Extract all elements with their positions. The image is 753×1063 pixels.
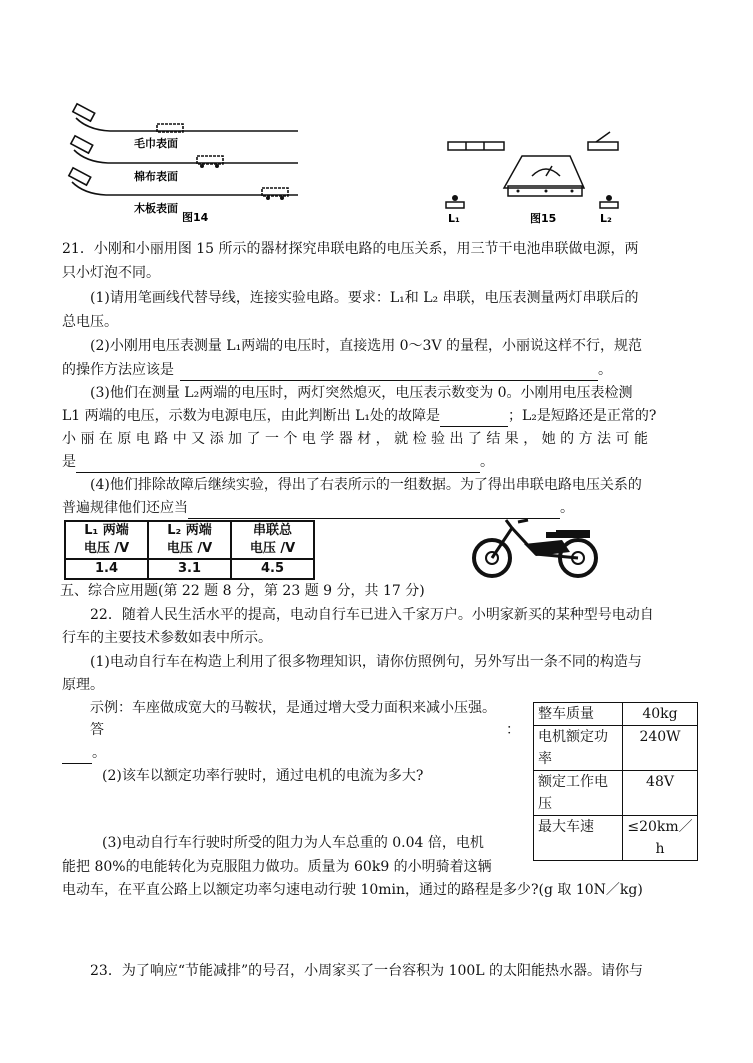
header-line: 电压 /V: [249, 541, 296, 556]
surface-label-cotton: 棉布表面: [134, 170, 178, 183]
section-5-heading: 五、综合应用题(第 22 题 8 分，第 23 题 9 分，共 17 分): [60, 583, 425, 599]
q23-text: 23．为了响应“节能减排”的号召，小周家买了一台容积为 100L 的太阳能热水器。请你与: [90, 963, 644, 979]
table-row: [534, 771, 698, 816]
ebike-spec-table: [533, 702, 698, 861]
figure-15: [438, 126, 638, 226]
q21-part3-suffix: ；L₂是短路还是正常的?: [508, 408, 657, 424]
q21-part4-line1: (4)他们排除故障后继续实验，得出了右表所示的一组数据。为了得出串联电路电压关系的: [90, 477, 642, 493]
q22-example: 示例：车座做成宽大的马鞍状，是通过增大受力面积来减小压强。: [90, 700, 496, 716]
table-cell: 1.4: [65, 559, 148, 579]
surface-label-wood: 木板表面: [134, 202, 178, 215]
spec-label: [534, 726, 623, 771]
lamp-l2-label: L₂: [600, 212, 612, 225]
spec-label-line: 电机额定功: [538, 729, 608, 745]
q21-part3-line4: [62, 451, 694, 473]
spec-value: ≤20km／h: [623, 816, 698, 861]
q22-answer-label: 答: [90, 722, 104, 738]
figure-14-caption: 图14: [182, 211, 209, 222]
q21-part3-prefix: L1 两端的电压，示数为电源电压，由此判断出 L₁处的故障是: [62, 408, 441, 424]
surface-label-towel: 毛巾表面: [134, 137, 178, 150]
q22-answer-line: [90, 719, 520, 741]
voltage-data-table: [64, 520, 315, 580]
q22-part1-line2: 原理。: [62, 677, 104, 693]
spec-value: 240W: [623, 726, 698, 771]
q22-answer-end: 。: [92, 745, 106, 761]
header-line: L₁ 两端: [84, 523, 129, 538]
q21-part2-prefix: 的操作方法应该是: [62, 362, 174, 378]
table-row: [65, 559, 314, 579]
q21-part3-line4-end: 。: [480, 454, 494, 470]
table-row: [65, 521, 314, 559]
table-cell: 4.5: [231, 559, 314, 579]
lamp-l1-label: L₁: [448, 212, 460, 225]
q22-intro-line1: 22．随着人民生活水平的提高，电动自行车已进入千家万户。小明家新买的某种型号电动自: [90, 607, 654, 623]
electric-bicycle-image: [466, 514, 608, 580]
q22-answer-colon: ：: [506, 722, 520, 738]
spec-value: 48V: [623, 771, 698, 816]
header-line: 电压 /V: [166, 541, 213, 556]
header-line: 电压 /V: [83, 541, 130, 556]
spec-label-line: 压: [538, 796, 552, 812]
q22-answer-blank[interactable]: [62, 747, 92, 764]
spec-value: 40kg: [623, 703, 698, 726]
q22-part2: (2)该车以额定功率行驶时，通过电机的电流为多大?: [102, 768, 424, 784]
q21-part2-end: 。: [598, 362, 612, 378]
q21-part1-line1: (1)请用笔画线代替导线，连接实验电路。要求：L₁和 L₂ 串联，电压表测量两灯串联后的: [90, 290, 639, 306]
table-row: [534, 816, 698, 861]
q21-part2-line1: (2)小刚用电压表测量 L₁两端的电压时，直接选用 0～3V 的量程，小丽说这样不行，规范: [90, 338, 643, 354]
q21-part3-line2: [62, 405, 694, 427]
q21-method-answer-blank[interactable]: [76, 456, 480, 473]
q21-part4-end: 。: [560, 500, 574, 516]
q21-part1-line2: 总电压。: [62, 314, 118, 330]
table-header-cell: [231, 521, 314, 559]
table-header-cell: [65, 521, 148, 559]
bicycle-drawing: [466, 514, 608, 580]
table-cell: 3.1: [148, 559, 231, 579]
header-line: L₂ 两端: [167, 523, 212, 538]
table-row: [534, 703, 698, 726]
q21-intro-line1: 21．小刚和小丽用图 15 所示的器材探究串联电路的电压关系，用三节干电池串联做电源，两: [62, 241, 639, 257]
header-line: 串联总: [252, 523, 292, 538]
q21-part3-line4-prefix: 是: [62, 454, 76, 470]
q21-fault-answer-blank[interactable]: [440, 410, 508, 427]
q21-part3-line3: 小 丽 在 原 电 路 中 又 添 加 了 一 个 电 学 器 材 ， 就 检 验 出 了 结 果 ， 她 的 方 法 可 能: [62, 431, 648, 447]
table-header-cell: [148, 521, 231, 559]
spec-label: [534, 703, 623, 726]
q22-part3-line3: 电动车，在平直公路上以额定功率匀速电动行驶 10min，通过的路程是多少?(g 取 10N／kg): [62, 882, 643, 898]
spec-label: [534, 771, 623, 816]
q21-part3-line1: (3)他们在测量 L₂两端的电压时，两灯突然熄灭，电压表示数变为 0。小刚用电压表检测: [90, 385, 633, 401]
q22-intro-line2: 行车的主要技术参数如表中所示。: [62, 630, 272, 646]
spec-label-line: 最大车速: [538, 819, 594, 835]
table-row: [534, 726, 698, 771]
spec-label-line: 率: [538, 751, 552, 767]
q21-intro-line2: 只小灯泡不同。: [62, 265, 160, 281]
figure-15-caption: 图15: [530, 212, 557, 225]
q22-part3-line2: 能把 80%的电能转化为克服阻力做功。质量为 60k9 的小明骑着这辆: [62, 859, 492, 875]
figure-15-drawing: [438, 126, 638, 226]
q22-part1-line1: (1)电动自行车在构造上利用了很多物理知识，请你仿照例句，另外写出一条不同的构造与: [90, 654, 642, 670]
q22-part3-line1: (3)电动自行车行驶时所受的阻力为人车总重的 0.04 倍，电机: [102, 835, 484, 851]
q21-part2-answer-blank[interactable]: [180, 364, 598, 381]
figure-14-drawing: [62, 100, 302, 222]
spec-label-line: 整车质量: [538, 706, 594, 722]
figure-14: [62, 100, 302, 222]
q21-part4-prefix: 普遍规律他们还应当: [62, 500, 188, 516]
spec-label: [534, 816, 623, 861]
spec-label-line: 额定工作电: [538, 774, 608, 790]
q21-part2-line2: [62, 359, 694, 381]
